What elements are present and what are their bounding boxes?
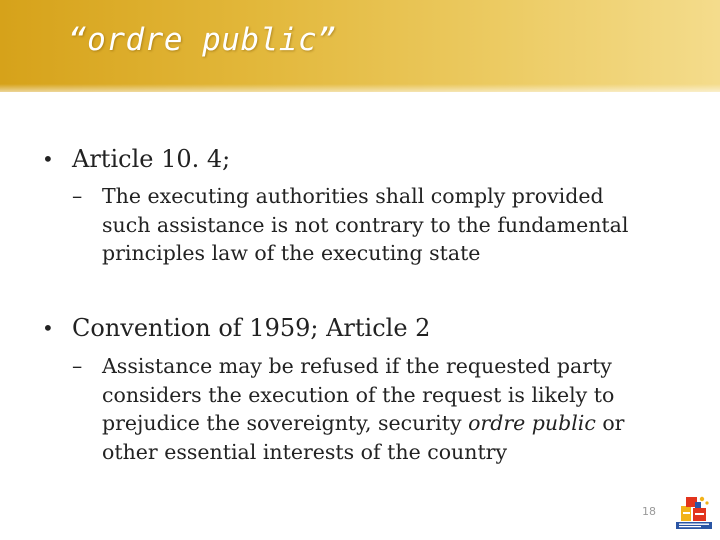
text-line: [102, 409, 682, 438]
text-line: The executing authorities shall comply provided: [102, 184, 604, 208]
bullet-text: Convention of 1959; Article 2: [72, 314, 431, 342]
dash-icon: –: [72, 354, 83, 378]
text-line: other essential interests of the country: [102, 439, 508, 464]
bullet-icon: •: [42, 316, 54, 340]
sub-bullet-text: [102, 352, 682, 466]
emphasis-text: ordre public: [468, 411, 596, 435]
slide-title: “ordre public”: [68, 22, 337, 58]
text-segment: or: [595, 411, 625, 435]
eu-stars-flag-logo-icon: [676, 493, 712, 529]
dash-icon: –: [72, 184, 83, 208]
page-number: 18: [642, 505, 656, 518]
text-line: Assistance may be refused if the requested party: [102, 354, 612, 378]
bullet-icon: •: [42, 147, 54, 171]
text-line: such assistance is not contrary to the fundamental: [102, 212, 629, 237]
text-segment: prejudice the sovereignty, security: [102, 411, 469, 435]
bullet-text: Article 10. 4;: [72, 145, 231, 173]
sub-bullet-text: [102, 182, 682, 268]
text-line: principles law of the executing state: [102, 241, 481, 265]
text-line: considers the execution of the request is likely to: [102, 382, 615, 407]
